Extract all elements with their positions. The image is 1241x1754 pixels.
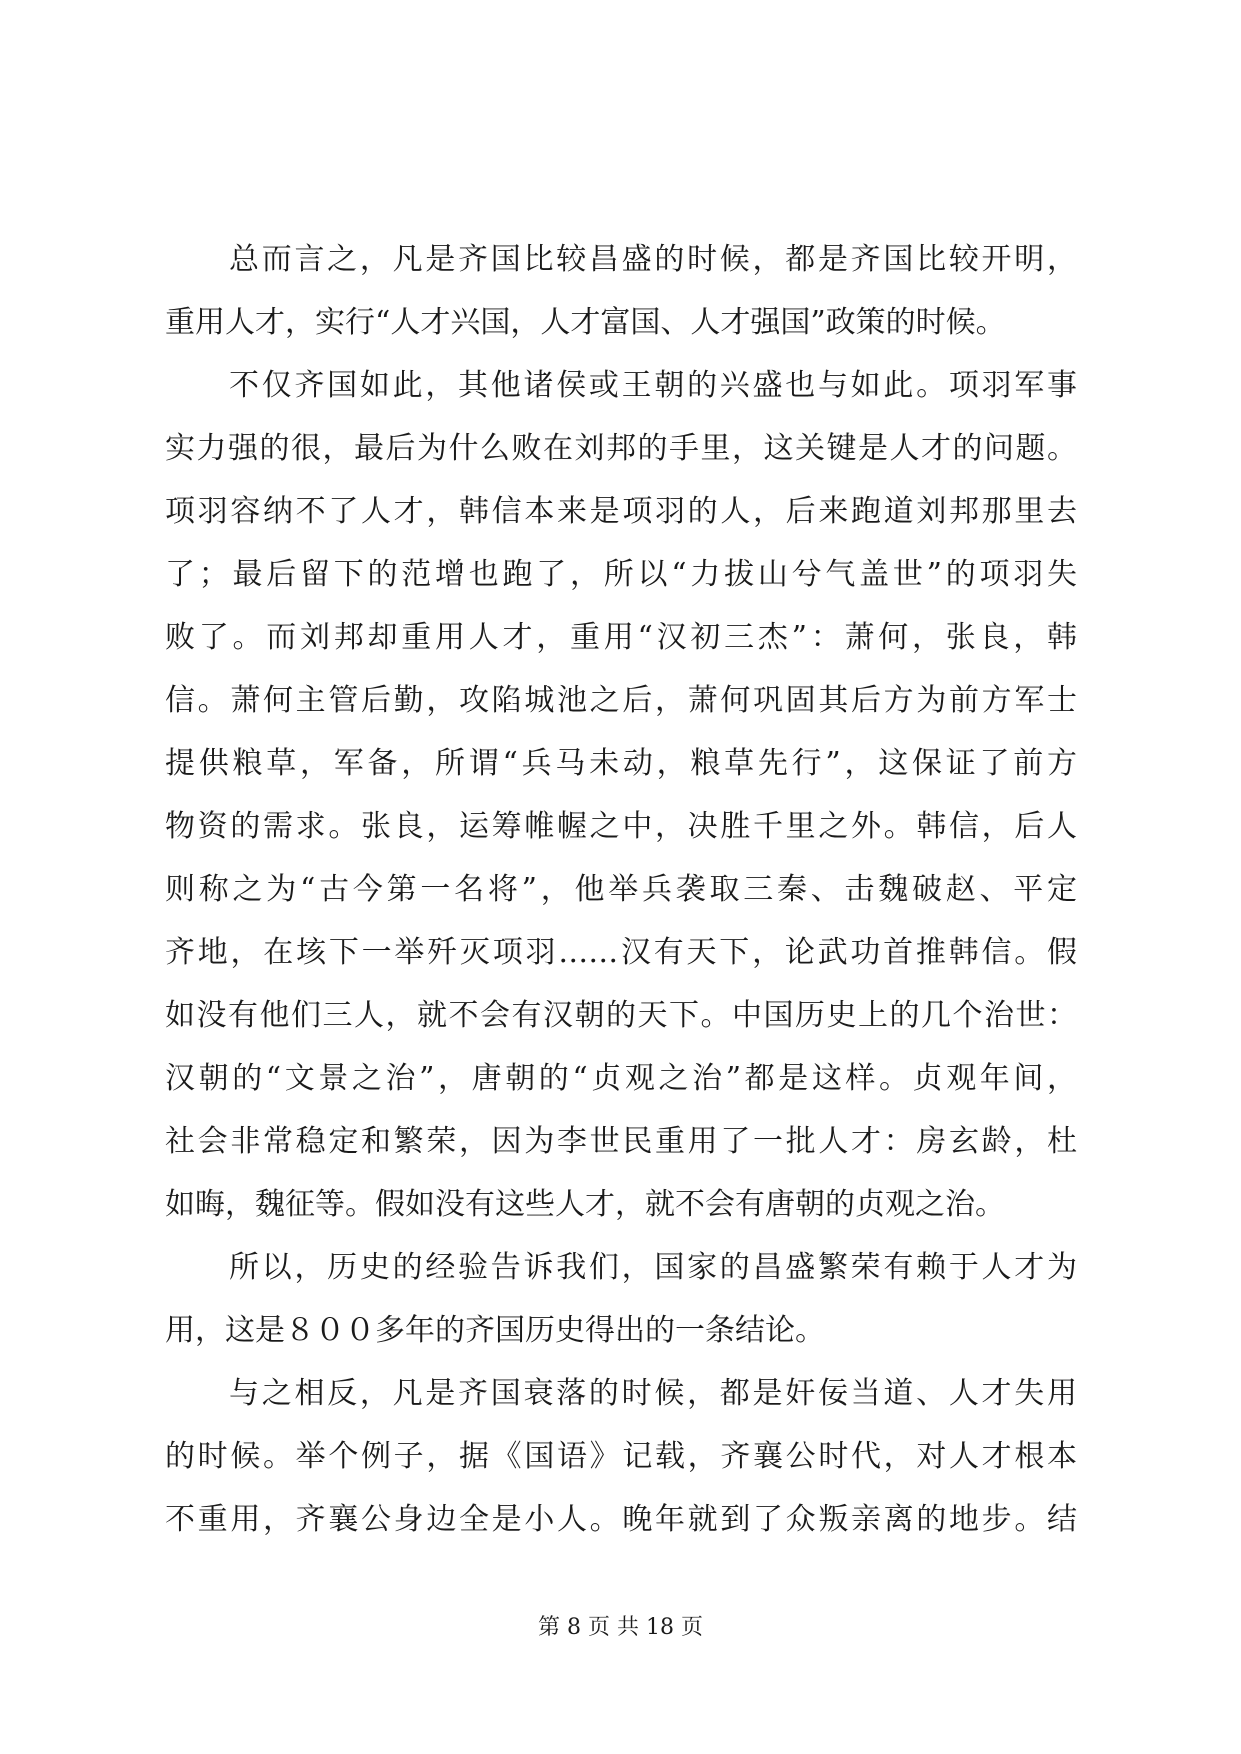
text-line: 汉朝的“文景之治”，唐朝的“贞观之治”都是这样。贞观年间， [165, 1061, 1077, 1096]
text-line: 项羽容纳不了人才，韩信本来是项羽的人，后来跑道刘邦那里去 [165, 494, 1077, 529]
text-line: 不仅齐国如此，其他诸侯或王朝的兴盛也与如此。项羽军事 [229, 368, 1077, 403]
paragraph-4 [165, 1362, 1077, 1551]
text-line: 如晦，魏征等。假如没有这些人才，就不会有唐朝的贞观之治。 [165, 1187, 1005, 1222]
body-text [165, 228, 1077, 1551]
text-line: 齐地，在垓下一举歼灭项羽……汉有天下，论武功首推韩信。假 [165, 935, 1077, 970]
text-line: 物资的需求。张良，运筹帷幄之中，决胜千里之外。韩信，后人 [165, 809, 1077, 844]
text-line: 实力强的很，最后为什么败在刘邦的手里，这关键是人才的问题。 [165, 431, 1077, 466]
text-line: 不重用，齐襄公身边全是小人。晚年就到了众叛亲离的地步。结 [165, 1502, 1077, 1537]
text-line: 与之相反，凡是齐国衰落的时候，都是奸佞当道、人才失用 [229, 1376, 1077, 1411]
text-line: 败了。而刘邦却重用人才，重用“汉初三杰”：萧何，张良，韩 [165, 620, 1077, 655]
paragraph-3 [165, 1236, 1077, 1362]
text-line: 提供粮草，军备，所谓“兵马未动，粮草先行”，这保证了前方 [165, 746, 1077, 781]
text-line: 了；最后留下的范增也跑了，所以“力拔山兮气盖世”的项羽失 [165, 557, 1077, 592]
text-line: 如没有他们三人，就不会有汉朝的天下。中国历史上的几个治世： [165, 998, 1077, 1033]
text-line: 则称之为“古今第一名将”，他举兵袭取三秦、击魏破赵、平定 [165, 872, 1077, 907]
paragraph-2 [165, 354, 1077, 1236]
text-line: 的时候。举个例子，据《国语》记载，齐襄公时代，对人才根本 [165, 1439, 1077, 1474]
text-line: 重用人才，实行“人才兴国，人才富国、人才强国”政策的时候。 [165, 305, 1006, 340]
text-line: 信。萧何主管后勤，攻陷城池之后，萧何巩固其后方为前方军士 [165, 683, 1077, 718]
text-line: 总而言之，凡是齐国比较昌盛的时候，都是齐国比较开明， [229, 242, 1077, 277]
text-line: 用，这是８００多年的齐国历史得出的一条结论。 [165, 1313, 825, 1348]
page-number-footer: 第 8 页 共 18 页 [538, 1615, 703, 1640]
paragraph-1 [165, 228, 1077, 354]
text-line: 所以，历史的经验告诉我们，国家的昌盛繁荣有赖于人才为 [229, 1250, 1077, 1285]
text-line: 社会非常稳定和繁荣，因为李世民重用了一批人才：房玄龄，杜 [165, 1124, 1077, 1159]
